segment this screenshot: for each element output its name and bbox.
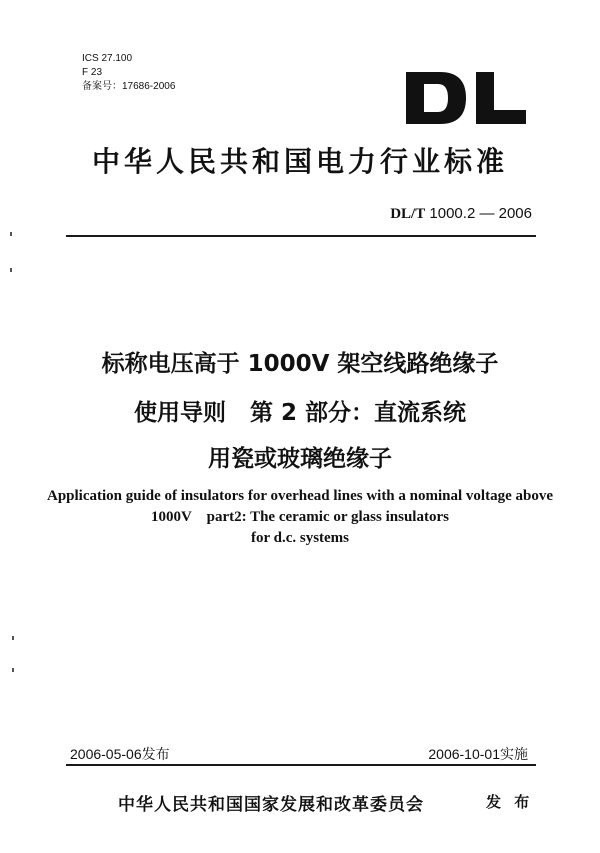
scan-speck: [10, 268, 12, 272]
title-en-line-2: 1000V part2: The ceramic or glass insulators: [151, 509, 449, 525]
title-en-line-1: Application guide of insulators for overhead lines with a nominal voltage above: [46, 488, 553, 504]
title-zh-line-1: 标称电压高于 1000V 架空线路绝缘子: [101, 351, 499, 377]
standard-code-number: 1000.2 — 2006: [425, 205, 532, 222]
scan-speck: [12, 668, 14, 672]
issue-label: 发 布: [486, 793, 534, 811]
standard-code: [390, 205, 532, 223]
header-divider: [66, 235, 536, 237]
standard-code-prefix: DL/T: [390, 206, 426, 222]
dl-logo-l: [476, 72, 526, 124]
title-zh-line-3: 用瓷或玻璃绝缘子: [208, 446, 392, 472]
dl-logo-d: [406, 72, 466, 124]
scan-speck: [10, 232, 12, 236]
standard-title: 中华人民共和国电力行业标准: [91, 145, 508, 178]
issuing-authority: 中华人民共和国国家发展和改革委员会: [118, 795, 424, 815]
scan-speck: [12, 636, 14, 640]
record-number: 备案号：17686-2006: [82, 81, 176, 92]
footer-divider: [66, 764, 536, 766]
effective-date: 2006-10-01实施: [428, 746, 528, 762]
dl-logo: [404, 70, 528, 126]
title-en-line-3: for d.c. systems: [250, 530, 350, 546]
classification-code: F 23: [82, 67, 103, 78]
publish-date: 2006-05-06发布: [70, 746, 170, 762]
title-zh-line-2: 使用导则 第 2 部分：直流系统: [133, 400, 467, 426]
ics-code: ICS 27.100: [82, 53, 133, 64]
